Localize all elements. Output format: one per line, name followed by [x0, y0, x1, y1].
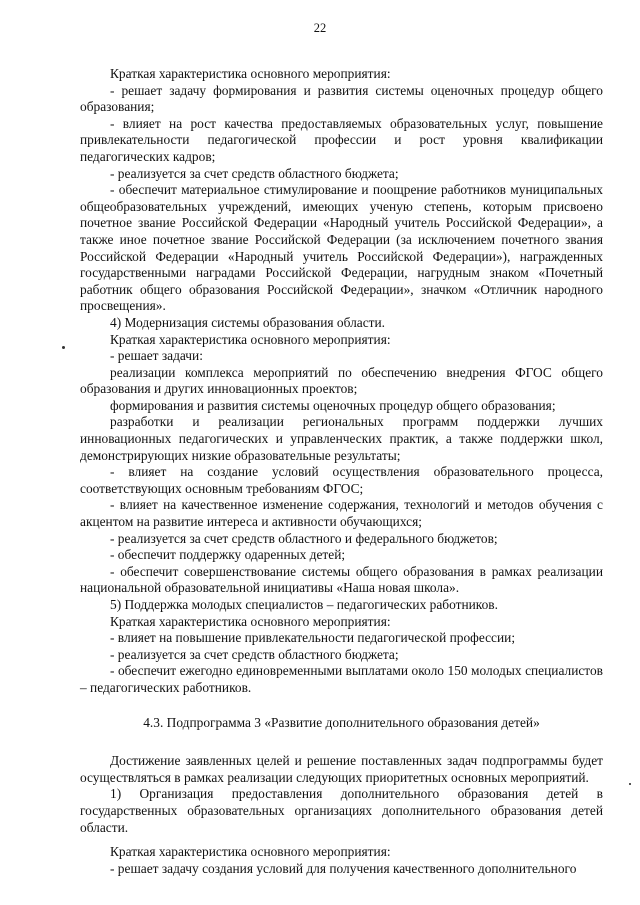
margin-dot: [62, 346, 65, 349]
paragraph: Краткая характеристика основного мероприятия:: [110, 66, 391, 81]
paragraph: - влияет на качественное изменение содержания, технологий и методов обучения с акцентом на развитие интереса и активности обучающихся;: [80, 497, 603, 530]
paragraph: Краткая характеристика основного мероприятия:: [110, 613, 391, 629]
scan-artifact-dot: [629, 783, 631, 785]
paragraph: - решает задачу создания условий для получения качественного дополнительного: [110, 860, 577, 876]
paragraph: - влияет на повышение привлекательности педагогической профессии;: [110, 630, 516, 646]
paragraph: - обеспечит поддержку одаренных детей;: [110, 547, 346, 563]
paragraph: - реализуется за счет средств областного бюджета;: [110, 165, 399, 181]
paragraph: - влияет на рост качества предоставляемых образовательных услуг, повышение привлекательности педагогической профессии и рост уровня квалификации педагогических кадров;: [80, 115, 603, 164]
paragraph: - решает задачи:: [110, 348, 203, 364]
document-body: [80, 66, 603, 877]
page-number: 22: [313, 21, 327, 35]
paragraph: 1) Организация предоставления дополнительного образования детей в государственных образовательных организациях дополнительного образования детей области.: [80, 786, 603, 835]
paragraph: реализации комплекса мероприятий по обеспечению внедрения ФГОС общего образования и других инновационных проектов;: [80, 364, 603, 397]
paragraph: - решает задачу формирования и развития системы оценочных процедур общего образования;: [80, 82, 603, 115]
paragraph: - обеспечит совершенствование системы общего образования в рамках реализации национальной образовательной инициативы «Наша новая школа».: [80, 563, 603, 596]
section-heading: 4.3. Подпрограмма 3 «Развитие дополнительного образования детей»: [143, 714, 540, 730]
paragraph: - влияет на создание условий осуществления образовательного процесса, соответствующих основным требованиям ФГОС;: [80, 464, 603, 496]
paragraph: Достижение заявленных целей и решение поставленных задач подпрограммы будет осуществляться в рамках реализации следующих приоритетных основных мероприятий.: [80, 753, 603, 785]
paragraph: 5) Поддержка молодых специалистов – педагогических работников.: [110, 597, 498, 612]
paragraph: Краткая характеристика основного мероприятия:: [110, 331, 391, 347]
paragraph: Краткая характеристика основного мероприятия:: [110, 844, 391, 860]
paragraph: - реализуется за счет средств областного бюджета;: [110, 646, 399, 662]
paragraph: формирования и развития системы оценочных процедур общего образования;: [110, 397, 556, 413]
paragraph: - обеспечит материальное стимулирование и поощрение работников муниципальных общеобразовательных учреждений, имеющих ученую степень, которым присвоено почетное звание Российской Федерации «Народный учитель Российской Федерации», а также иное почетное звание Российской Федерации (за исключением почетного звания Российской Федерации «Народный учитель Российской Федерации»), награжденных государственными наградами Российской Федерации, нагрудным знаком «Почетный работник общего образования Российской Федерации», значком «Отличник народного просвещения».: [80, 182, 603, 314]
paragraph: разработки и реализации региональных программ поддержки лучших инновационных педагогических и управленческих практик, а также поддержки школ, демонстрирующих низкие образовательные результаты;: [80, 414, 603, 463]
paragraph: - обеспечит ежегодно единовременными выплатами около 150 молодых специалистов – педагогических работников.: [80, 663, 603, 695]
paragraph: - реализуется за счет средств областного и федерального бюджетов;: [110, 530, 498, 546]
paragraph: 4) Модернизация системы образования области.: [110, 314, 385, 330]
